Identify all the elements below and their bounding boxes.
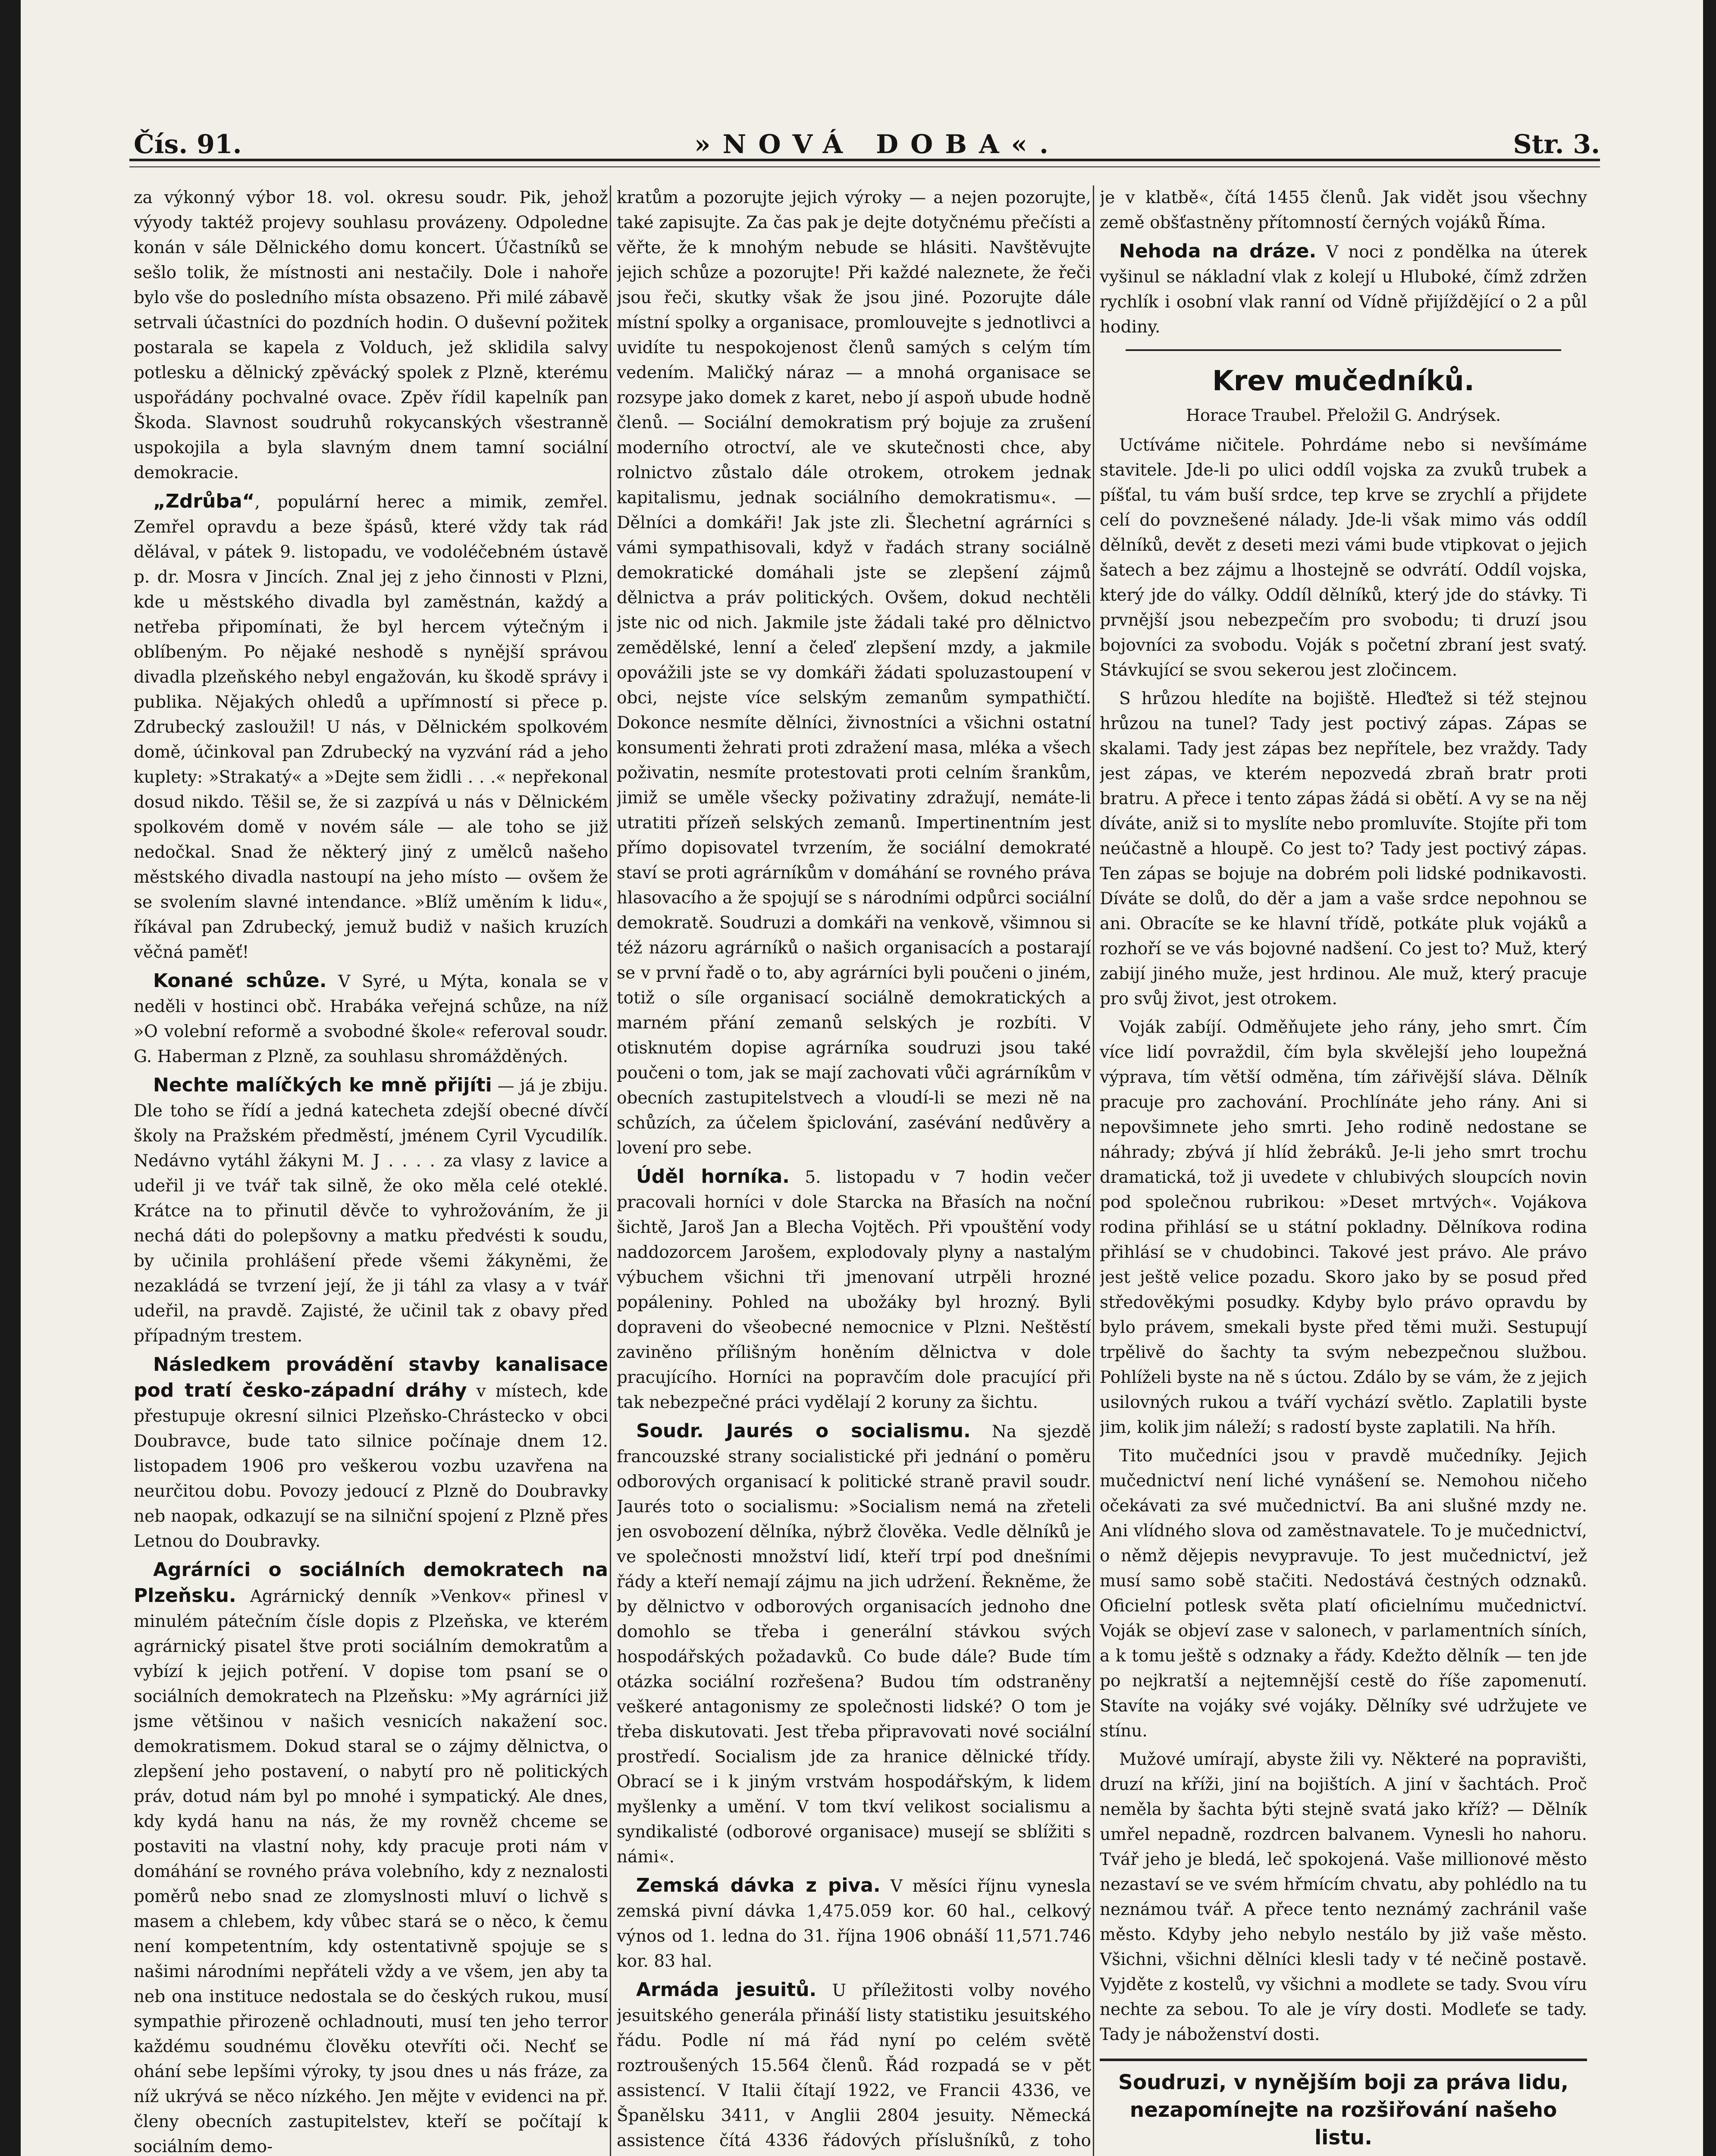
article-paragraph: Agrárníci o sociálních demokratech na Plzeňsku. Agrárnický denník »Venkov« přinesl v minulém pátečním čísle dopis z Plzeňska, ve kterém agrárnický pisatel štve proti sociálním demokratům a vybízí k jejich potření. V dopise tom psaní se o sociálních demokratech na Plzeňsku: »My agrárníci již jsme většinou v našich vesnicích nakažení soc. demokratismem. Dokud staral se o zájmy dělnictva, o zlepšení jeho postavení, o nabytí pro ně politických práv, dotud nám byl po mnohé i sympatický. Ale dnes, kdy kydá hanu na nás, že my rovněž chceme se postaviti na vlastní nohy, kdy pracuje proti nám v domáhání se rovného práva volebního, kdy z neznalosti poměrů nebo snad ze zlomyslnosti mluví o lichvě s masem a chlebem, kdy vůbec stará se o něco, k čemu není kompetentním, kdy ostentativně spojuje se s našimi národními nepřáteli vždy a ve všem, jen aby ta neb ona instituce nedostala se do českých rukou, musí sympathie přirozeně ochladnouti, musí ten jeho terror každému soudnému člověku otevříti oči. Nechť se ohání sebe lepšími výroky, ty jsou dnes u nás fráze, za níž ukrývá se něco nízkého. Jen mějte v evidenci na př. členy obecních zastupitelstev, kteří se počítají k sociálním demo- (134, 1559, 608, 2156)
article-paragraph: kratům a pozorujte jejich výroky — a nejen pozorujte, také zapisujte. Za čas pak je dejte dotyčnému přečísti a věřte, že k mnohým nebude se hlásiti. Navštěvujte jejich schůze a pozorujte! Při každé naleznete, že řeči jsou řeči, skutky však že jsou jiné. Pozorujte dále místní spolky a organisace, promlouvejte s jednotlivci a uvidíte tu nespokojenost členů samých s celým tím vedením. Maličký náraz — a mnohá organisace se rozsype jako domek z karet, nebo jí aspoň ubude hodně členů. — Sociální demokratism prý bojuje za zrušení moderního otroctví, ale ve skutečnosti chce, aby rolnictvo zůstalo dále otrokem, otrokem jednak kapitalismu, jednak sociálního demokratismu«. — Dělníci a domkáři! Jak jste zli. Šlechetní agrárníci s vámi sympathisovali, když v řadách strany sociálně demokratické domáhali jste se zlepšení zájmů dělnictva a práv politických. Ovšem, dokud nechtěli jste nic od nich. Jakmile jste žádali také pro dělnictvo zemědělské, lenní a čeleď zlepšení mzdy, a jakmile opovážili jste se vy domkáři žádati spoluzastoupení v obci, nejste více selským zemanům sympathičtí. Dokonce nesmíte dělníci, živnostníci a všichni ostatní konsumenti žehrati proti zdražení masa, mléka a všech poživatin, nesmíte protestovati proti celním šrankům, jimiž se uměle všecky poživatiny zdražují, nemáte-li utratiti přízeň selských zemanů. Impertinentním jest přímo dopisovatel tvrzením, že sociální demokraté staví se proti agrárníkům v domáhání se rovného práva hlasovacího a že spojují se s národními odpůrci sociální demokratě. Soudruzi a domkáři na venkově, všimnou si též názoru agrárníků o našich organisacích a postarají se v první řadě o to, aby agrárníci byli poučeni o jiném, totiž o síle organisací sociálně demokratických a marném přání zemanů selských je rozbíti. V otisknutém dopise agrárníka soudruzi jsou také poučeni o tom, jak se mají zachovati vůči agrárníkům v obecních zastupitelstvech a vloudí-li se mezi ně na schůzích, za účelem špiclování, zasévání nedůvěry a lovení pro sebe. (617, 188, 1091, 1158)
page-number: Str. 3. (1513, 129, 1600, 160)
article-paragraph: Soudr. Jaurés o socialismu. Na sjezdě francouzské strany socialistické při jednání o poměru odborových organisací k politické straně pravil soudr. Jaurés toto o socialismu: »Socialism nemá na zřeteli jen osvobození dělníka, nýbrž člověka. Vedle dělníků je ve společnosti množství lidí, kteří trpí pod dnešními řády a kteří nemají zájmu na jich udržení. Řekněme, že by dělnictvo v odborových organisacích jednoho dne domohlo se třeba i generální stávkou svých hospodářských požadavků. Co bude dále? Bude tím otázka sociální rozřešena? Budou tím odstraněny veškeré antagonismy ze společnosti lidské? O tom je třeba diskutovati. Jest třeba připravovati nové sociální prostředí. Socialism jde za hranice dělnické třídy. Obrací se i k jiným vrstvám hospodářským, k lidem myšlenky a umění. V tom tkví velikost socialismu a syndikalisté (odborové organisace) musejí se sblížiti s námi«. (617, 1420, 1091, 1867)
article-paragraph: Konané schůze. V Syré, u Mýta, konala se v neděli v hostinci obč. Hrabáka veřejná schůze, na níž »O volební reformě a svobodné škole« referoval soudr. G. Haberman z Plzně, za souhlasu shromážděných. (134, 970, 608, 1066)
article-paragraph: za výkonný výbor 18. vol. okresu soudr. Pik, jehož výyody taktéž projevy souhlasu provázeny. Odpoledne konán v sále Dělnického domu koncert. Účastníků se sešlo tolik, že místnosti ani nestačily. Dole i nahoře bylo vše do posledního místa obsazeno. Při milé zábavě setrvali účastníci do pozdních hodin. O duševní požitek postarala se kapela z Volduch, jež sklidila salvy potlesku a dělnický zpěvácký spolek z Plzně, kterému uspořádány pochvalné ovace. Zpěv řídil kapelník pan Škoda. Slavnost soudruhů rokycanských všestranně uspokojila a byla slavným dnem tamní sociální demokracie. (134, 188, 608, 483)
article-heading: Agrárníci o sociálních demokratech na Plzeňsku. (134, 1559, 608, 1607)
article-paragraph: „Zdrůba“, populární herec a mimik, zemřel. Zemřel opravdu a beze špásů, které vždy tak rád dělával, v pátek 9. listopadu, ve vodoléčebném ústavě p. dr. Mosra v Jincích. Znal jej z jeho činnosti v Plzni, kde u městského divadla byl zaměstnán, každý a netřeba připomínati, že byl hercem výtečným i oblíbeným. Po nějaké neshodě s nynější správou divadla plzeňského nebyl engažován, ku škodě správy i publika. Nějakých ohledů a upřímností si přece p. Zdrubecký zasloužil! U nás, v Dělnickém spolkovém domě, účinkoval pan Zdrubecký na vyzvání rád a jeho kuplety: »Strakatý« a »Dejte sem židli . . .« nepřekonal dosud nikdo. Těšil se, že si zazpívá u nás v Dělnickém spolkovém domě v novém sále — ale toho se již nedočkal. Snad že některý jiný z umělců našeho městského divadla nastoupí na jeho místo — ovšem že se svolením slavné intendance. »Blíž uměním k lidu«, říkával pan Zdrubecký, jemuž budiž v našich kruzích věčná paměť! (134, 490, 608, 962)
article-paragraph: Úděl horníka. 5. listopadu v 7 hodin večer pracovali horníci v dole Starcka na Břasích na noční šichtě, Jaroš Jan a Blecha Vojtěch. Při vpouštění vody naddozorcem Jarošem, explodovaly plyny a nastalým výbuchem všichni tři jmenovaní utrpěli hrozné popáleniny. Pohled na ubožáky byl hrozný. Byli dopraveni do všeobecné nemocnice v Plzni. Neštěstí zaviněno přílišným honěním dělnictva v dole pracujícího. Horníci na popravčím dole pracující při tak nebezpečné práci vydělají 2 koruny za šichtu. (617, 1166, 1091, 1412)
article-paragraph: Voják zabíjí. Odměňujete jeho rány, jeho smrt. Čím více lidí povraždil, čím byla skvělejší jeho loupežná výprava, tím větší odměna, tím zářivější sláva. Dělník pracuje pro zachování. Prochlínáte jeho rány. Ani si nepovšimnete jeho smrti. Jeho rodině nedostane se náhrady; zbývá jí hlíd žebráků. Je-li jeho smrt trochu dramatická, tož ji uvedete v chlubivých sloupcích novin pod společnou rubrikou: »Deset mrtvých«. Vojákova rodina přihlásí se u státní pokladny. Dělníkova rodina přihlásí se v chudobinci. Takové jest právo. Ale právo jest ještě velice pozadu. Skoro jako by se posud před středověkými posudky. Kdyby bylo právo opravdu by bylo právem, smekali byste před těmi muži. Sestupují trpělivě do šachty ta svým nebezpečnou službou. Pohlíželi byste na ně s úctou. Zdálo by se vám, že z jejich usilovných rukou a tváří vychází světlo. Zaplatili byste jim, kolik jim náleží; s radostí byste zaplatili. Na hříh. (1100, 1018, 1587, 1437)
article-heading: Nechte malíčkých ke mně přijíti (153, 1074, 492, 1096)
article-paragraph: Tito mučedníci jsou v pravdě mučedníky. Jejich mučednictví není liché vynášení se. Nemohou ničeho očekávati za své mučednictví. Ba ani slušné mzdy ne. Ani vlídného slova od zaměstnavatele. To je mučednictví, o němž dějepis nevypravuje. To jest mučednictví, jež musí samo sobě stačiti. Nedostává čestných odznaků. Oficielní potlesk světa platí oficielnímu mučednictví. Voják se objeví zase v salonech, v parlamentních síních, a k tomu ještě s odznaky a řády. Kdežto dělník — ten jde po nejkratší a nejtemnější cestě do říše zapomenutí. Stavíte na vojáky své vojáky. Dělníky své udržujete ve stínu. (1100, 1446, 1587, 1741)
section-divider (1126, 349, 1561, 351)
column-1 (134, 185, 608, 2156)
column-2 (617, 185, 1091, 2156)
feature-byline: Horace Traubel. Přeložil G. Andrýsek. (1186, 406, 1501, 425)
scan-edge-right (1703, 0, 1716, 2156)
article-heading: Zemská dávka z piva. (636, 1874, 881, 1896)
article-heading: Soudr. Jaurés o socialismu. (636, 1420, 971, 1442)
article-paragraph: Uctíváme ničitele. Pohrdáme nebo si nevšímáme stavitele. Jde-li po ulici oddíl vojska za zvuků trubek a píšťal, tu vám buší srdce, tep krve se zrychlí a přijdete celí do povznešené nálady. Jde-li však mimo vás oddíl dělníků, devět z deseti mezi vámi bude vtipkovat o jejich šatech a bez zájmu a lhostejně se odvrátí. Oddíl vojska, který jde do války. Oddíl dělníků, který jde do stávky. Ti prvnější jsou nebezpečím pro svobodu; ti druzí jsou bojovníci za svobodu. Voják s početní zbraní jest svatý. Stávkující se svou sekerou jest zločincem. (1100, 436, 1587, 680)
article-paragraph: Nechte malíčkých ke mně přijíti — já je zbiju. Dle toho se řídí a jedná katecheta zdejší obecné dívčí školy na Pražském předměstí, jménem Cyril Vycudilík. Nedávno vytáhl žákyni M. J . . . . za vlasy z lavice a udeřil ji ve tvář tak silně, že oko měla celé oteklé. Krátce na to přinutil děvče to vyhrožováním, že ji nechá dáti do polepšovny a matku předvésti k soudu, by učinila prohlášení přede všemi žákyněmi, že nezakládá se tvrzení její, že ji táhl za vlasy a v tvář udeřil, na pravdě. Zajisté, že učinil tak z obavy před případným trestem. (134, 1074, 608, 1346)
header-rule (129, 159, 1600, 167)
article-paragraph: Nehoda na dráze. V noci z pondělka na úterek vyšinul se nákladní vlak z kolejí u Hluboké, čímž zdržen rychlík i osobní vlak ranní od Vídně přijíždějící o 2 a půl hodiny. (1100, 240, 1587, 337)
article-heading: Následkem provádění stavby kanalisace pod tratí česko-západní dráhy (134, 1354, 608, 1401)
article-paragraph: Armáda jesuitů. U příležitosti volby nového jesuitského generála přináší listy statistiku jesuitského řádu. Podle ní má řád nyní po celém světě roztroušených 15.564 členů. Řád rozpadá se v pět assistencí. V Italii čítají 1922, ve Francii 4336, ve Španělsku 3411, v Anglii 2804 jesuity. Německá assistence čítá 4336 řádových příslušníků, z toho (617, 1979, 1091, 2150)
newspaper-title: »NOVÁ DOBA«. (694, 129, 1060, 160)
article-heading: Nehoda na dráze. (1119, 240, 1317, 262)
page-header (134, 125, 1600, 164)
column-divider (610, 185, 611, 2156)
issue-number: Čís. 91. (134, 129, 242, 160)
subscription-notice: Soudruzi, v nynějším boji za práva lidu, nezapomínejte na rozšiřování našeho listu. (1100, 2059, 1587, 2152)
article-paragraph: S hrůzou hledíte na bojiště. Hleďtež si též stejnou hrůzou na tunel? Tady jest poctivý zápas. Zápas se skalami. Tady jest zápas bez nepřítele, bez vraždy. Tady jest zápas, ve kterém nepozvedá zbraň bratr proti bratru. A přece i tento zápas žádá si obětí. A vy se na něj díváte, aniž si to myslíte nebo promluvíte. Stojíte při tom neúčastně a hloupě. Co jest to? Tady jest poctivý zápas. Ten zápas se bojuje na dobrém poli lidské podnikavosti. Díváte se dolů, do děr a jam a vaše srdce nepohnou se ani. Obracíte se ke hlavní třídě, potkáte pluk vojáků a rozhoří se ve vás bojovné nadšení. Co jest to? Muž, který zabijí jiného muže, jest hrdinou. Ale muž, který pracuje pro svůj život, jest otrokem. (1100, 689, 1587, 1009)
article-paragraph: je v klatbě«, čítá 1455 členů. Jak vidět jsou všechny země obšťastněny přítomností černých vojáků Říma. (1100, 188, 1587, 232)
article-heading: Konané schůze. (153, 970, 327, 992)
column-divider (1093, 185, 1094, 2156)
column-3 (1100, 185, 1587, 2156)
scan-edge-left (0, 0, 21, 2156)
article-heading: Armáda jesuitů. (636, 1979, 817, 2001)
article-paragraph: Mužové umírají, abyste žili vy. Některé na popravišti, druzí na kříži, jiní na bojištích. A jiní v šachtách. Proč neměla by šachta býti stejně svatá jako kříž? — Dělník umřel nepadně, rozdrcen balvanem. Vynesli ho nahoru. Tvář jeho je bledá, leč spokojená. Vaše millionové město nezastaví se ve svém hřmícím chvatu, aby pohlédlo na tu neznámou tvář. A přece tento neznámý zachránil vaše město. Kdyby jeho nebylo nestálo by již vaše město. Všichni, všichni dělníci klesli tady v té nečině postavě. Vyjděte z kostelů, vy všichni a modlete se tady. Svou víru nechte za sebou. To ale je víry dosti. Modleťe se tady. Tady je náboženství dosti. (1100, 1750, 1587, 2044)
article-heading: „Zdrůba“ (153, 490, 255, 512)
article-paragraph: Následkem provádění stavby kanalisace pod tratí česko-západní dráhy v místech, kde přestupuje okresní silnici Plzeňsko-Chrástecko v obci Doubravce, bude tato silnice počínaje dnem 12. listopadem 1906 pro veškerou vozbu uzavřena na neurčitou dobu. Povozy jedoucí z Plzně do Doubravky neb naopak, odkazují se na silniční spojení z Plzně přes Letnou do Doubravky. (134, 1354, 608, 1551)
feature-title: Krev mučedníků. (1212, 365, 1474, 397)
article-heading: Úděl horníka. (636, 1166, 790, 1188)
article-paragraph: Zemská dávka z piva. V měsíci říjnu vynesla zemská pivní dávka 1,475.059 kor. 60 hal., celkový výnos od 1. ledna do 31. října 1906 obnáší 11,571.746 kor. 83 hal. (617, 1874, 1091, 1971)
